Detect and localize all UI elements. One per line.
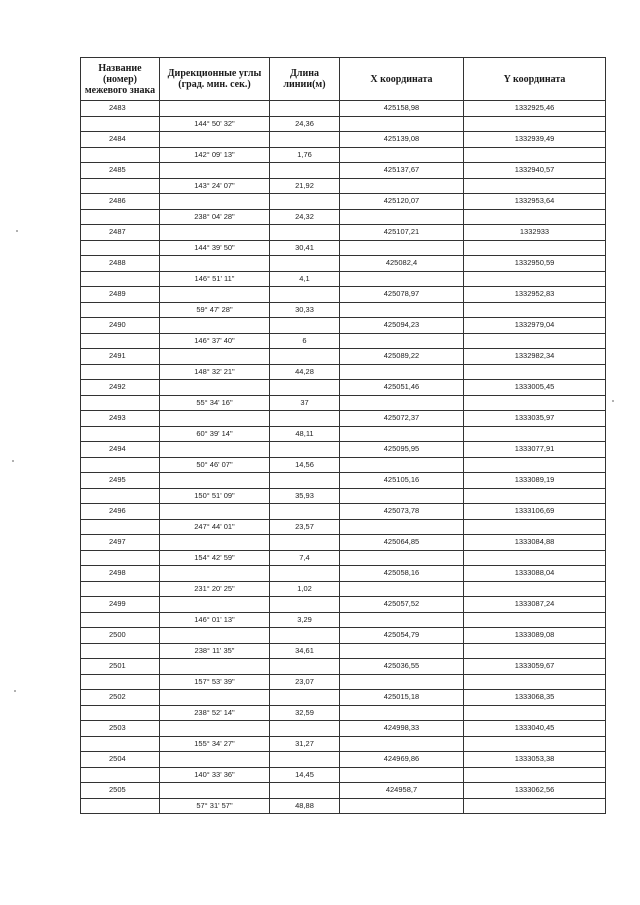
cell-line-length — [270, 690, 340, 706]
cell-point-name: 2492 — [81, 380, 160, 396]
cell-y-coordinate — [464, 240, 606, 256]
cell-direction-angle: 238° 52' 14" — [160, 705, 270, 721]
header-x: X координата — [340, 58, 464, 101]
table-row-segment — [81, 116, 606, 132]
table-row-segment — [81, 302, 606, 318]
cell-line-length: 37 — [270, 395, 340, 411]
table-row-segment — [81, 612, 606, 628]
cell-line-length — [270, 132, 340, 148]
cell-x-coordinate: 425057,52 — [340, 597, 464, 613]
cell-x-coordinate: 425137,67 — [340, 163, 464, 179]
cell-direction-angle — [160, 783, 270, 799]
cell-y-coordinate — [464, 612, 606, 628]
cell-y-coordinate — [464, 736, 606, 752]
cell-line-length: 24,32 — [270, 209, 340, 225]
cell-y-coordinate — [464, 209, 606, 225]
cell-direction-angle: 247° 44' 01" — [160, 519, 270, 535]
cell-x-coordinate: 425051,46 — [340, 380, 464, 396]
cell-x-coordinate — [340, 488, 464, 504]
cell-line-length: 14,56 — [270, 457, 340, 473]
cell-direction-angle: 157° 53' 39" — [160, 674, 270, 690]
cell-point-name: 2499 — [81, 597, 160, 613]
cell-direction-angle: 146° 51' 11" — [160, 271, 270, 287]
cell-line-length — [270, 473, 340, 489]
cell-direction-angle — [160, 721, 270, 737]
cell-line-length: 30,41 — [270, 240, 340, 256]
table-row-segment — [81, 426, 606, 442]
cell-x-coordinate — [340, 426, 464, 442]
cell-x-coordinate — [340, 364, 464, 380]
cell-x-coordinate — [340, 240, 464, 256]
cell-y-coordinate: 1332953,64 — [464, 194, 606, 210]
cell-x-coordinate — [340, 798, 464, 814]
table-row-point — [81, 318, 606, 334]
cell-point-name: 2505 — [81, 783, 160, 799]
table-row-segment — [81, 271, 606, 287]
table-row-point — [81, 349, 606, 365]
cell-direction-angle — [160, 349, 270, 365]
cell-x-coordinate — [340, 178, 464, 194]
table-row-point — [81, 380, 606, 396]
cell-y-coordinate — [464, 643, 606, 659]
cell-line-length — [270, 504, 340, 520]
cell-point-name: 2485 — [81, 163, 160, 179]
cell-direction-angle: 146° 01' 13" — [160, 612, 270, 628]
cell-line-length: 24,36 — [270, 116, 340, 132]
cell-point-name: 2489 — [81, 287, 160, 303]
cell-line-length — [270, 349, 340, 365]
cell-point-name — [81, 612, 160, 628]
cell-x-coordinate — [340, 519, 464, 535]
cell-line-length — [270, 194, 340, 210]
cell-line-length: 4,1 — [270, 271, 340, 287]
cell-direction-angle: 154° 42' 59" — [160, 550, 270, 566]
cell-line-length — [270, 163, 340, 179]
cell-x-coordinate: 425105,16 — [340, 473, 464, 489]
cell-direction-angle — [160, 101, 270, 117]
cell-x-coordinate — [340, 457, 464, 473]
table-row-segment — [81, 643, 606, 659]
cell-y-coordinate — [464, 302, 606, 318]
table-row-point — [81, 473, 606, 489]
cell-point-name — [81, 798, 160, 814]
cell-direction-angle — [160, 566, 270, 582]
cell-y-coordinate — [464, 798, 606, 814]
cell-point-name — [81, 240, 160, 256]
table-row-point — [81, 535, 606, 551]
cell-point-name — [81, 488, 160, 504]
table-row-segment — [81, 364, 606, 380]
cell-direction-angle: 150° 51' 09" — [160, 488, 270, 504]
cell-y-coordinate — [464, 581, 606, 597]
cell-x-coordinate — [340, 550, 464, 566]
cell-y-coordinate — [464, 147, 606, 163]
cell-y-coordinate: 1333088,04 — [464, 566, 606, 582]
cell-point-name: 2486 — [81, 194, 160, 210]
cell-line-length — [270, 225, 340, 241]
table-row-point — [81, 659, 606, 675]
cell-direction-angle — [160, 659, 270, 675]
cell-y-coordinate: 1333087,24 — [464, 597, 606, 613]
table-row-point — [81, 225, 606, 241]
cell-line-length: 14,45 — [270, 767, 340, 783]
cell-line-length — [270, 752, 340, 768]
table-row-segment — [81, 674, 606, 690]
cell-point-name: 2502 — [81, 690, 160, 706]
cell-direction-angle — [160, 690, 270, 706]
cell-y-coordinate — [464, 178, 606, 194]
cell-y-coordinate: 1332939,49 — [464, 132, 606, 148]
cell-direction-angle: 55° 34' 16" — [160, 395, 270, 411]
cell-point-name: 2498 — [81, 566, 160, 582]
cell-direction-angle: 142° 09' 13" — [160, 147, 270, 163]
cell-line-length — [270, 721, 340, 737]
cell-direction-angle — [160, 132, 270, 148]
cell-line-length: 7,4 — [270, 550, 340, 566]
cell-x-coordinate: 424998,33 — [340, 721, 464, 737]
cell-line-length: 6 — [270, 333, 340, 349]
cell-point-name — [81, 302, 160, 318]
cell-point-name — [81, 767, 160, 783]
cell-line-length: 1,76 — [270, 147, 340, 163]
table-row-segment — [81, 519, 606, 535]
table-row-point — [81, 256, 606, 272]
cell-direction-angle: 143° 24' 07" — [160, 178, 270, 194]
cell-line-length: 44,28 — [270, 364, 340, 380]
cell-x-coordinate: 425058,16 — [340, 566, 464, 582]
cell-point-name: 2493 — [81, 411, 160, 427]
cell-line-length — [270, 442, 340, 458]
cell-point-name — [81, 519, 160, 535]
cell-direction-angle — [160, 194, 270, 210]
table-row-point — [81, 287, 606, 303]
cell-direction-angle: 148° 32' 21" — [160, 364, 270, 380]
cell-line-length: 21,92 — [270, 178, 340, 194]
cell-y-coordinate — [464, 519, 606, 535]
cell-y-coordinate: 1332979,04 — [464, 318, 606, 334]
cell-y-coordinate: 1333059,67 — [464, 659, 606, 675]
cell-direction-angle: 57° 31' 57" — [160, 798, 270, 814]
table-row-segment — [81, 209, 606, 225]
cell-direction-angle — [160, 225, 270, 241]
cell-point-name — [81, 705, 160, 721]
cell-x-coordinate: 425089,22 — [340, 349, 464, 365]
cell-x-coordinate: 425095,95 — [340, 442, 464, 458]
cell-point-name: 2504 — [81, 752, 160, 768]
cell-line-length — [270, 659, 340, 675]
cell-x-coordinate — [340, 736, 464, 752]
cell-direction-angle: 238° 04' 28" — [160, 209, 270, 225]
cell-y-coordinate — [464, 395, 606, 411]
cell-x-coordinate — [340, 767, 464, 783]
cell-point-name: 2496 — [81, 504, 160, 520]
cell-x-coordinate: 425054,79 — [340, 628, 464, 644]
cell-x-coordinate — [340, 612, 464, 628]
cell-direction-angle — [160, 318, 270, 334]
scan-speck — [12, 460, 14, 462]
cell-y-coordinate: 1333089,19 — [464, 473, 606, 489]
cell-x-coordinate: 425078,97 — [340, 287, 464, 303]
cell-x-coordinate — [340, 302, 464, 318]
cell-x-coordinate: 425139,08 — [340, 132, 464, 148]
cell-point-name: 2487 — [81, 225, 160, 241]
table-row-segment — [81, 550, 606, 566]
table-row-point — [81, 411, 606, 427]
cell-line-length: 32,59 — [270, 705, 340, 721]
cell-y-coordinate — [464, 457, 606, 473]
cell-y-coordinate — [464, 116, 606, 132]
cell-x-coordinate: 425072,37 — [340, 411, 464, 427]
cell-point-name: 2491 — [81, 349, 160, 365]
cell-x-coordinate — [340, 209, 464, 225]
cell-point-name: 2484 — [81, 132, 160, 148]
cell-point-name: 2495 — [81, 473, 160, 489]
cell-x-coordinate: 425073,78 — [340, 504, 464, 520]
table-row-segment — [81, 705, 606, 721]
table-row-segment — [81, 798, 606, 814]
cell-x-coordinate — [340, 674, 464, 690]
cell-y-coordinate — [464, 705, 606, 721]
cell-y-coordinate: 1333053,38 — [464, 752, 606, 768]
cell-point-name: 2503 — [81, 721, 160, 737]
table-row-segment — [81, 240, 606, 256]
cell-x-coordinate — [340, 271, 464, 287]
cell-point-name — [81, 643, 160, 659]
scan-speck — [16, 230, 18, 232]
cell-x-coordinate — [340, 333, 464, 349]
cell-line-length: 23,07 — [270, 674, 340, 690]
cell-y-coordinate: 1333040,45 — [464, 721, 606, 737]
scan-speck — [612, 400, 614, 402]
cell-direction-angle: 155° 34' 27" — [160, 736, 270, 752]
cell-direction-angle — [160, 287, 270, 303]
cell-point-name: 2500 — [81, 628, 160, 644]
cell-direction-angle — [160, 380, 270, 396]
cell-point-name — [81, 209, 160, 225]
cell-y-coordinate: 1332933 — [464, 225, 606, 241]
table-row-segment — [81, 333, 606, 349]
table-row-segment — [81, 178, 606, 194]
cell-point-name — [81, 333, 160, 349]
cell-y-coordinate — [464, 333, 606, 349]
table-row-point — [81, 566, 606, 582]
cell-point-name — [81, 271, 160, 287]
header-name: Название (номер) межевого знака — [81, 58, 160, 101]
cell-x-coordinate: 425064,85 — [340, 535, 464, 551]
cell-x-coordinate: 425120,07 — [340, 194, 464, 210]
cell-x-coordinate — [340, 643, 464, 659]
cell-direction-angle: 231° 20' 25" — [160, 581, 270, 597]
cell-y-coordinate: 1333089,08 — [464, 628, 606, 644]
cell-direction-angle: 140° 33' 36" — [160, 767, 270, 783]
cell-y-coordinate: 1333084,88 — [464, 535, 606, 551]
table-row-point — [81, 628, 606, 644]
cell-line-length — [270, 566, 340, 582]
cell-direction-angle — [160, 163, 270, 179]
cell-line-length — [270, 628, 340, 644]
cell-direction-angle: 60° 39' 14" — [160, 426, 270, 442]
table-row-segment — [81, 457, 606, 473]
header-angle: Дирекционные углы (град. мин. сек.) — [160, 58, 270, 101]
cell-point-name — [81, 674, 160, 690]
cell-x-coordinate — [340, 705, 464, 721]
cell-line-length: 31,27 — [270, 736, 340, 752]
cell-point-name: 2483 — [81, 101, 160, 117]
cell-y-coordinate — [464, 674, 606, 690]
cell-direction-angle — [160, 535, 270, 551]
cell-direction-angle — [160, 628, 270, 644]
cell-y-coordinate — [464, 488, 606, 504]
cell-y-coordinate: 1332925,46 — [464, 101, 606, 117]
cell-direction-angle: 59° 47' 28" — [160, 302, 270, 318]
table-row-point — [81, 163, 606, 179]
cell-line-length: 23,57 — [270, 519, 340, 535]
table-row-segment — [81, 395, 606, 411]
cell-x-coordinate: 425094,23 — [340, 318, 464, 334]
boundary-coordinates-table — [80, 57, 606, 814]
cell-line-length — [270, 101, 340, 117]
table-row-segment — [81, 147, 606, 163]
table-row-point — [81, 132, 606, 148]
cell-x-coordinate: 425107,21 — [340, 225, 464, 241]
cell-x-coordinate: 425015,18 — [340, 690, 464, 706]
cell-point-name — [81, 116, 160, 132]
cell-point-name: 2494 — [81, 442, 160, 458]
cell-line-length: 35,93 — [270, 488, 340, 504]
cell-point-name: 2501 — [81, 659, 160, 675]
cell-y-coordinate: 1332940,57 — [464, 163, 606, 179]
cell-line-length: 1,02 — [270, 581, 340, 597]
table-row-segment — [81, 767, 606, 783]
cell-point-name — [81, 364, 160, 380]
cell-x-coordinate: 424969,86 — [340, 752, 464, 768]
cell-line-length — [270, 287, 340, 303]
cell-point-name — [81, 147, 160, 163]
cell-line-length — [270, 380, 340, 396]
table-row-point — [81, 442, 606, 458]
cell-y-coordinate — [464, 271, 606, 287]
cell-x-coordinate: 424958,7 — [340, 783, 464, 799]
cell-point-name: 2488 — [81, 256, 160, 272]
cell-direction-angle: 50° 46' 07" — [160, 457, 270, 473]
cell-direction-angle — [160, 411, 270, 427]
cell-line-length — [270, 783, 340, 799]
cell-point-name — [81, 178, 160, 194]
table-row-point — [81, 101, 606, 117]
table-row-point — [81, 597, 606, 613]
cell-line-length — [270, 597, 340, 613]
cell-y-coordinate: 1332950,59 — [464, 256, 606, 272]
cell-direction-angle — [160, 256, 270, 272]
header-length: Длина линии(м) — [270, 58, 340, 101]
table-row-point — [81, 690, 606, 706]
cell-x-coordinate — [340, 147, 464, 163]
table-row-segment — [81, 488, 606, 504]
cell-x-coordinate: 425158,98 — [340, 101, 464, 117]
cell-y-coordinate: 1333077,91 — [464, 442, 606, 458]
cell-point-name — [81, 426, 160, 442]
table-row-point — [81, 721, 606, 737]
cell-point-name: 2490 — [81, 318, 160, 334]
scan-speck — [14, 690, 16, 692]
cell-direction-angle: 146° 37' 40" — [160, 333, 270, 349]
table-row-point — [81, 504, 606, 520]
cell-point-name: 2497 — [81, 535, 160, 551]
table-row-point — [81, 783, 606, 799]
cell-x-coordinate: 425082,4 — [340, 256, 464, 272]
cell-point-name — [81, 581, 160, 597]
cell-y-coordinate — [464, 426, 606, 442]
cell-line-length — [270, 256, 340, 272]
cell-point-name — [81, 457, 160, 473]
table-row-segment — [81, 736, 606, 752]
cell-y-coordinate: 1333062,56 — [464, 783, 606, 799]
cell-direction-angle: 238° 11' 35" — [160, 643, 270, 659]
cell-y-coordinate: 1332952,83 — [464, 287, 606, 303]
cell-y-coordinate: 1333005,45 — [464, 380, 606, 396]
cell-line-length: 48,88 — [270, 798, 340, 814]
cell-y-coordinate — [464, 550, 606, 566]
cell-point-name — [81, 550, 160, 566]
cell-y-coordinate — [464, 767, 606, 783]
cell-y-coordinate: 1333035,97 — [464, 411, 606, 427]
cell-direction-angle — [160, 473, 270, 489]
cell-x-coordinate — [340, 581, 464, 597]
cell-line-length: 30,33 — [270, 302, 340, 318]
cell-y-coordinate: 1333068,35 — [464, 690, 606, 706]
cell-line-length: 48,11 — [270, 426, 340, 442]
cell-line-length — [270, 535, 340, 551]
cell-point-name — [81, 736, 160, 752]
cell-line-length — [270, 318, 340, 334]
cell-x-coordinate — [340, 116, 464, 132]
table-row-point — [81, 752, 606, 768]
cell-point-name — [81, 395, 160, 411]
cell-direction-angle: 144° 50' 32" — [160, 116, 270, 132]
table-body — [81, 101, 606, 814]
cell-direction-angle — [160, 504, 270, 520]
cell-x-coordinate — [340, 395, 464, 411]
table-row-point — [81, 194, 606, 210]
cell-direction-angle: 144° 39' 50" — [160, 240, 270, 256]
cell-line-length — [270, 411, 340, 427]
cell-direction-angle — [160, 442, 270, 458]
cell-y-coordinate: 1333106,69 — [464, 504, 606, 520]
cell-x-coordinate: 425036,55 — [340, 659, 464, 675]
cell-line-length: 34,61 — [270, 643, 340, 659]
cell-y-coordinate — [464, 364, 606, 380]
cell-direction-angle — [160, 752, 270, 768]
cell-line-length: 3,29 — [270, 612, 340, 628]
header-y: Y координата — [464, 58, 606, 101]
cell-y-coordinate: 1332982,34 — [464, 349, 606, 365]
table-header-row — [81, 58, 606, 101]
cell-direction-angle — [160, 597, 270, 613]
table-row-segment — [81, 581, 606, 597]
